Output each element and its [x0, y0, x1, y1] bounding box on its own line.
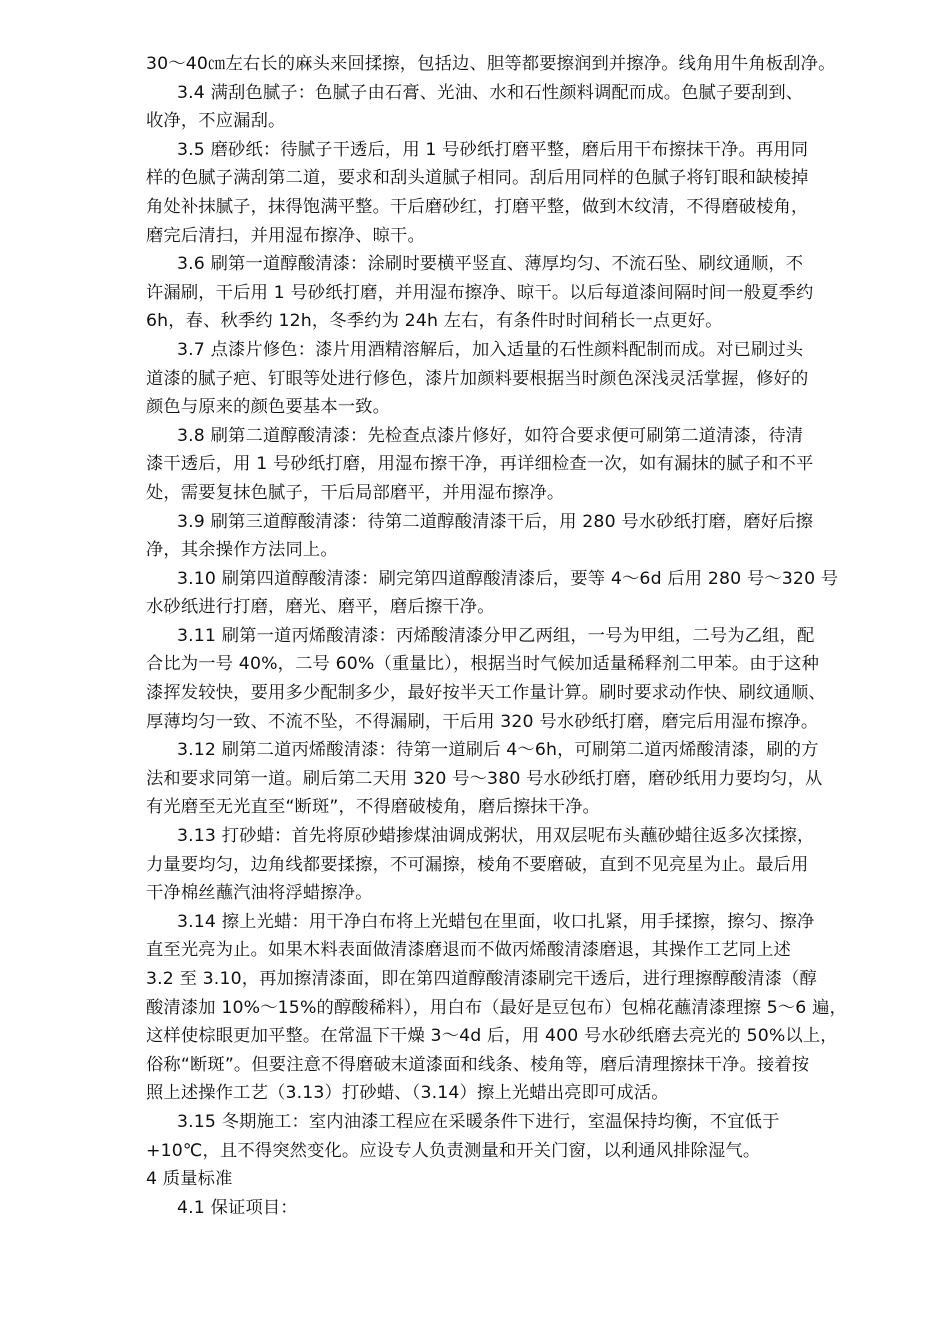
- paragraph-start-line: 3.7 点漆片修色：漆片用酒精溶解后，加入适量的石性颜料配制而成。对已刷过头: [177, 339, 804, 360]
- document-body: [146, 50, 886, 1222]
- paragraph-line: 4 质量标准: [146, 1169, 233, 1190]
- paragraph-start-line: 3.9 刷第三道醇酸清漆：待第二道醇酸清漆干后，用 280 号水砂纸打磨，磨好后擦: [177, 511, 814, 532]
- paragraph-line: 法和要求同第一道。刷后第二天用 320 号～380 号水砂纸打磨，磨砂纸用力要均匀，从: [146, 768, 823, 789]
- paragraph-start-line: 3.4 满刮色腻子：色腻子由石膏、光油、水和石性颜料调配而成。色腻子要刮到、: [177, 82, 804, 103]
- paragraph-line: +10℃，且不得突然变化。应设专人负责测量和开关门窗，以利通风排除湿气。: [146, 1140, 761, 1161]
- paragraph-line: 处，需要复抹色腻子，干后局部磨平，并用湿布擦净。: [146, 482, 565, 503]
- paragraph-line: 许漏刷，干后用 1 号砂纸打磨，并用湿布擦净、晾干。以后每道漆间隔时间一般夏季约: [146, 282, 814, 303]
- paragraph-line: 酸清漆加 10%～15%的醇酸稀料），用白布（最好是豆包布）包棉花蘸清漆理擦 5～6 遍，: [146, 997, 847, 1018]
- paragraph-start-line: 3.6 刷第一道醇酸清漆：涂刷时要横平竖直、薄厚均匀、不流石坠、刷纹通顺，不: [177, 254, 804, 275]
- paragraph-start-line: 3.5 磨砂纸：待腻子干透后，用 1 号砂纸打磨平整，磨后用干布擦抹干净。再用同: [177, 139, 809, 160]
- paragraph-line: 漆挥发较快，要用多少配制多少，最好按半天工作量计算。刷时要求动作快、刷纹通顺、: [146, 683, 826, 704]
- paragraph-start-line: 3.13 打砂蜡：首先将原砂蜡掺煤油调成粥状，用双层呢布头蘸砂蜡往返多次揉擦，: [177, 826, 815, 847]
- paragraph-start-line: 3.11 刷第一道丙烯酸清漆：丙烯酸清漆分甲乙两组，一号为甲组，二号为乙组，配: [177, 625, 815, 646]
- paragraph-line: 力量要均匀，边角线都要揉擦，不可漏擦，棱角不要磨破，直到不见亮星为止。最后用: [146, 854, 809, 875]
- paragraph-line: 角处补抹腻子，抹得饱满平整。干后磨砂红，打磨平整，做到木纹清，不得磨破棱角，: [146, 196, 809, 217]
- paragraph-line: 样的色腻子满刮第二道，要求和刮头道腻子相同。刮后用同样的色腻子将钉眼和缺棱掉: [146, 168, 809, 189]
- paragraph-line: 收净，不应漏刮。: [146, 111, 286, 132]
- paragraph-line: 俗称“断斑”。但要注意不得磨破末道漆面和线条、棱角等，磨后清理擦抹干净。接着按: [146, 1054, 810, 1075]
- paragraph-line: 道漆的腻子疤、钉眼等处进行修色，漆片加颜料要根据当时颜色深浅灵活掌握，修好的: [146, 368, 809, 389]
- paragraph-line: 颜色与原来的颜色要基本一致。: [146, 397, 391, 418]
- paragraph-start-line: 3.10 刷第四道醇酸清漆：刷完第四道醇酸清漆后，要等 4～6d 后用 280 号～320 号: [177, 568, 839, 589]
- paragraph-line: 合比为一号 40%，二号 60%（重量比），根据当时气候加适量稀释剂二甲苯。由于这种: [146, 654, 820, 675]
- paragraph-line: 3.2 至 3.10，再加擦清漆面，即在第四道醇酸清漆刷完干透后，进行理擦醇酸清漆（醇: [146, 969, 817, 989]
- paragraph-line: 厚薄均匀一致、不流不坠，不得漏刷，干后用 320 号水砂纸打磨，磨完后用湿布擦净。: [146, 711, 819, 732]
- paragraph-line: 漆干透后，用 1 号砂纸打磨，用湿布擦干净，再详细检查一次，如有漏抹的腻子和不平: [146, 454, 814, 475]
- paragraph-start-line: 3.12 刷第二道丙烯酸清漆：待第一道刷后 4～6h，可刷第二道丙烯酸清漆，刷的方: [177, 740, 819, 761]
- paragraph-line: 直至光亮为止。如果木料表面做清漆磨退而不做丙烯酸清漆磨退，其操作工艺同上述: [146, 940, 791, 961]
- paragraph-line: 6h，春、秋季约 12h，冬季约为 24h 左右，有条件时时间稍长一点更好。: [146, 311, 723, 332]
- paragraph-start-line: 3.15 冬期施工：室内油漆工程应在采暖条件下进行，室温保持均衡，不宜低于: [177, 1111, 780, 1132]
- paragraph-line: 有光磨至无光直至“断斑”，不得磨破棱角，磨后擦抹干净。: [146, 797, 600, 818]
- paragraph-line: 磨完后清扫，并用湿布擦净、晾干。: [146, 225, 425, 246]
- paragraph-line: 水砂纸进行打磨，磨光、磨平，磨后擦干净。: [146, 597, 495, 618]
- paragraph-line: 干净棉丝蘸汽油将浮蜡擦净。: [146, 883, 373, 904]
- paragraph-line: 这样使棕眼更加平整。在常温下干燥 3～4d 后，用 400 号水砂纸磨去亮光的 50%以上，: [146, 1026, 838, 1047]
- paragraph-line: 净，其余操作方法同上。: [146, 540, 338, 561]
- paragraph-line: 照上述操作工艺（3.13）打砂蜡、（3.14）擦上光蜡出亮即可成活。: [146, 1083, 669, 1104]
- paragraph-line: 30～40㎝左右长的麻头来回揉擦，包括边、胆等都要擦润到并擦净。线角用牛角板刮净。: [146, 54, 836, 74]
- paragraph-start-line: 3.14 擦上光蜡：用干净白布将上光蜡包在里面，收口扎紧，用手揉擦，擦匀、擦净: [177, 911, 815, 932]
- paragraph-start-line: 3.8 刷第二道醇酸清漆：先检查点漆片修好，如符合要求便可刷第二道清漆，待清: [177, 425, 804, 446]
- paragraph-start-line: 4.1 保证项目：: [177, 1197, 298, 1218]
